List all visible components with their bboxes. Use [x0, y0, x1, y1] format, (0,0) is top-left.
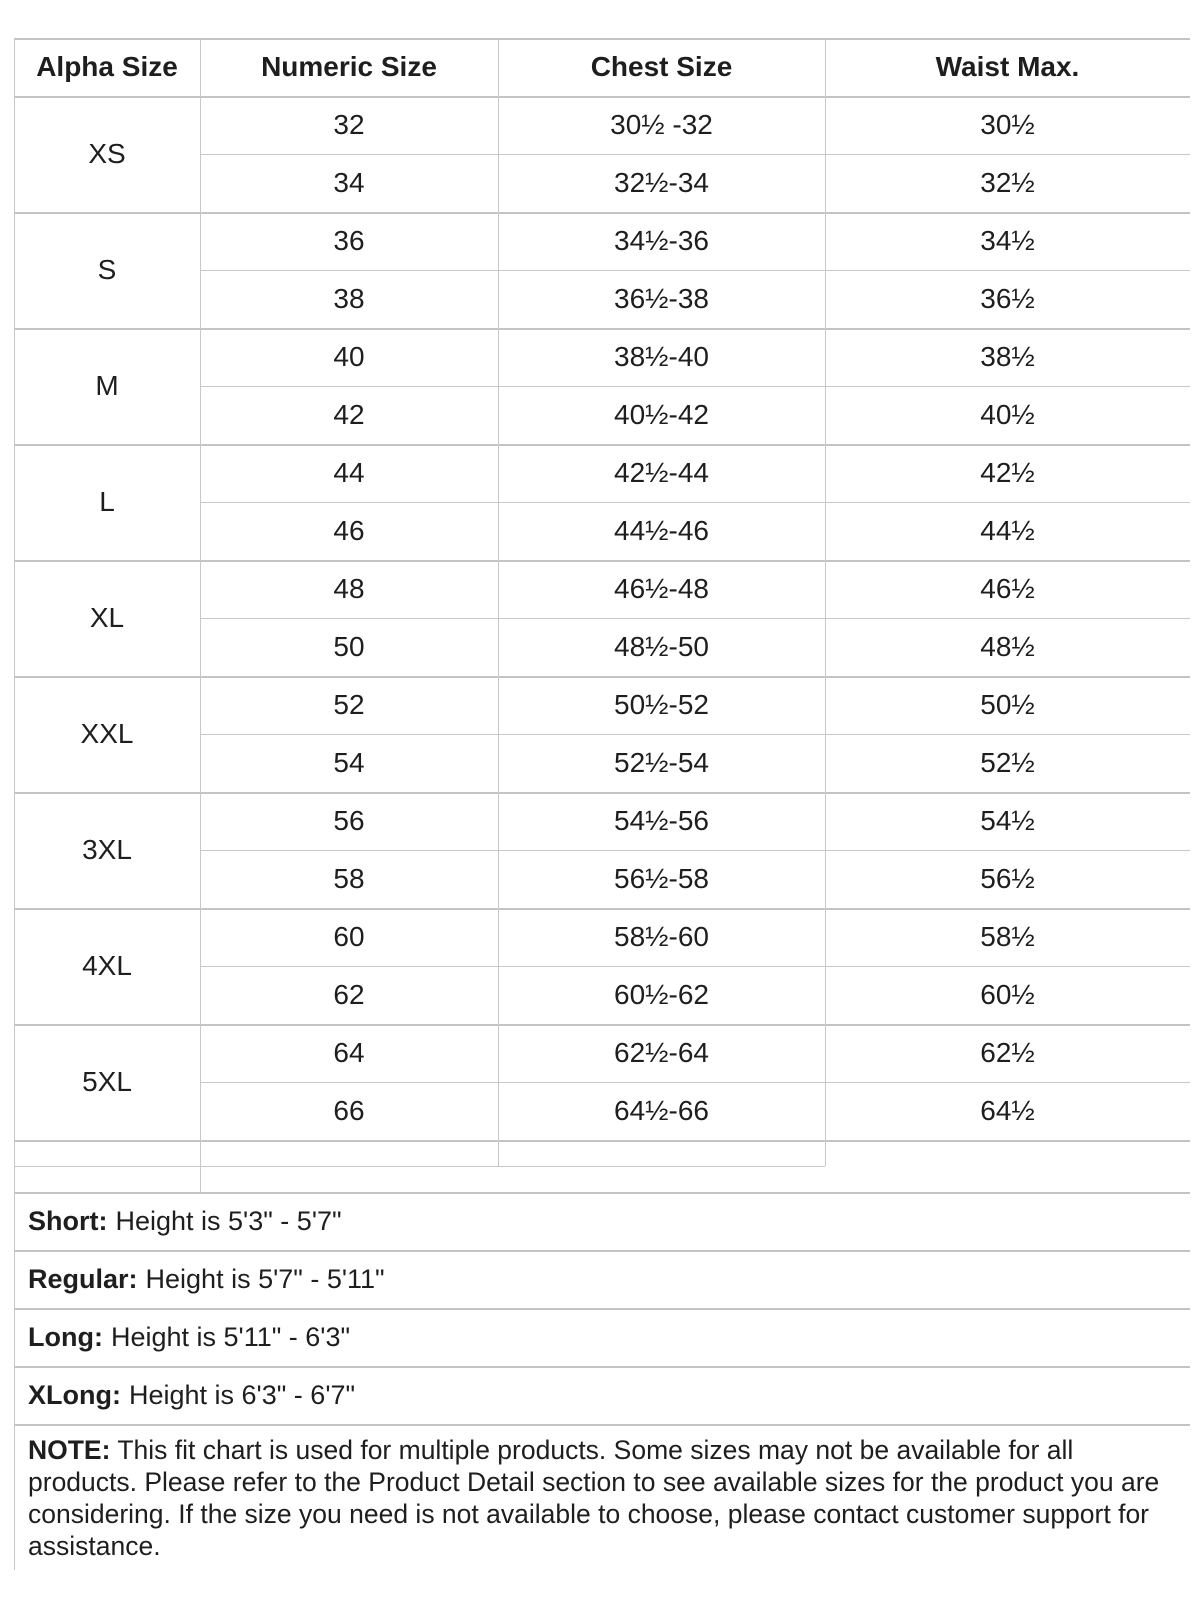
alpha-size-cell: M	[95, 370, 119, 401]
numeric-size-cell: 50	[333, 631, 365, 662]
numeric-size-cell: 32	[333, 109, 365, 140]
numeric-size-cell: 42	[333, 399, 365, 430]
chest-size-cell: 40½-42	[614, 399, 709, 430]
chest-size-cell: 46½-48	[614, 573, 709, 604]
height-note-text: Height is 5'7" - 5'11"	[145, 1263, 385, 1294]
waist-max-cell: 40½	[980, 399, 1035, 430]
column-header: Chest Size	[590, 51, 733, 82]
numeric-size-cell: 64	[333, 1037, 365, 1068]
waist-max-cell: 46½	[980, 573, 1035, 604]
height-note-text: Height is 6'3" - 6'7"	[128, 1379, 356, 1410]
alpha-size-cell: 5XL	[82, 1066, 132, 1097]
column-header: Waist Max.	[935, 51, 1080, 82]
chest-size-cell: 60½-62	[614, 979, 709, 1010]
numeric-size-cell: 62	[333, 979, 365, 1010]
row-divider	[14, 1166, 825, 1167]
numeric-size-cell: 46	[333, 515, 365, 546]
height-note-label: XLong:	[28, 1379, 121, 1410]
chest-size-cell: 36½-38	[614, 283, 709, 314]
chest-size-cell: 30½ -32	[610, 109, 713, 140]
column-divider	[825, 38, 826, 1166]
numeric-size-cell: 44	[333, 457, 365, 488]
waist-max-cell: 42½	[980, 457, 1035, 488]
column-header: Alpha Size	[36, 51, 178, 82]
numeric-size-cell: 40	[333, 341, 365, 372]
waist-max-cell: 52½	[980, 747, 1035, 778]
waist-max-cell: 56½	[980, 863, 1035, 894]
chest-size-cell: 54½-56	[614, 805, 709, 836]
height-note-row	[28, 1366, 355, 1424]
waist-max-cell: 60½	[980, 979, 1035, 1010]
chest-size-cell: 56½-58	[614, 863, 709, 894]
height-note-label: Short:	[28, 1205, 108, 1236]
alpha-size-cell: 4XL	[82, 950, 132, 981]
numeric-size-cell: 38	[333, 283, 365, 314]
waist-max-cell: 48½	[980, 631, 1035, 662]
alpha-size-cell: XL	[89, 602, 125, 633]
waist-max-cell: 32½	[980, 167, 1035, 198]
waist-max-cell: 54½	[980, 805, 1035, 836]
waist-max-cell: 64½	[980, 1095, 1035, 1126]
waist-max-cell: 30½	[980, 109, 1035, 140]
height-note-text: Height is 5'11" - 6'3"	[110, 1321, 351, 1352]
column-header: Numeric Size	[261, 51, 437, 82]
chest-size-cell: 38½-40	[614, 341, 709, 372]
alpha-size-cell: L	[99, 486, 115, 517]
chest-size-cell: 62½-64	[614, 1037, 709, 1068]
waist-max-cell: 34½	[980, 225, 1035, 256]
alpha-size-cell: 3XL	[82, 834, 132, 865]
waist-max-cell: 38½	[980, 341, 1035, 372]
height-note-label: Long:	[28, 1321, 103, 1352]
chest-size-cell: 58½-60	[614, 921, 709, 952]
chest-size-cell: 50½-52	[614, 689, 709, 720]
chest-size-cell: 42½-44	[614, 457, 709, 488]
numeric-size-cell: 56	[333, 805, 365, 836]
alpha-size-cell: XS	[88, 138, 126, 169]
chest-size-cell: 44½-46	[614, 515, 709, 546]
height-note-row	[28, 1250, 385, 1308]
numeric-size-cell: 66	[333, 1095, 365, 1126]
height-note-row	[28, 1308, 350, 1366]
numeric-size-cell: 60	[333, 921, 365, 952]
waist-max-cell: 44½	[980, 515, 1035, 546]
numeric-size-cell: 58	[333, 863, 365, 894]
chest-size-cell: 52½-54	[614, 747, 709, 778]
numeric-size-cell: 34	[333, 167, 365, 198]
chest-size-cell: 34½-36	[614, 225, 709, 256]
waist-max-cell: 36½	[980, 283, 1035, 314]
chest-size-cell: 32½-34	[614, 167, 709, 198]
note-text: This fit chart is used for multiple products. Some sizes may not be available for all products. Please refer to the Product Detail section to see available sizes for the product you are considering. If the size you need is not available to choose, please contact customer support for assistance.	[28, 1435, 1160, 1561]
row-divider	[14, 1140, 1190, 1142]
numeric-size-cell: 54	[333, 747, 365, 778]
height-note-text: Height is 5'3" - 5'7"	[115, 1205, 342, 1236]
column-divider	[200, 38, 201, 1192]
chest-size-cell: 64½-66	[614, 1095, 709, 1126]
chest-size-cell: 48½-50	[614, 631, 709, 662]
note-label: NOTE:	[28, 1435, 111, 1465]
row-divider	[14, 1424, 1190, 1426]
column-divider	[14, 38, 15, 1570]
height-note-label: Regular:	[28, 1263, 138, 1294]
waist-max-cell: 58½	[980, 921, 1035, 952]
waist-max-cell: 62½	[980, 1037, 1035, 1068]
height-note-row	[28, 1192, 342, 1250]
column-divider	[498, 38, 499, 1166]
numeric-size-cell: 52	[333, 689, 365, 720]
fit-chart-note	[28, 1434, 1178, 1562]
waist-max-cell: 50½	[980, 689, 1035, 720]
numeric-size-cell: 36	[333, 225, 365, 256]
numeric-size-cell: 48	[333, 573, 365, 604]
alpha-size-cell: XXL	[80, 718, 134, 749]
alpha-size-cell: S	[97, 254, 117, 285]
